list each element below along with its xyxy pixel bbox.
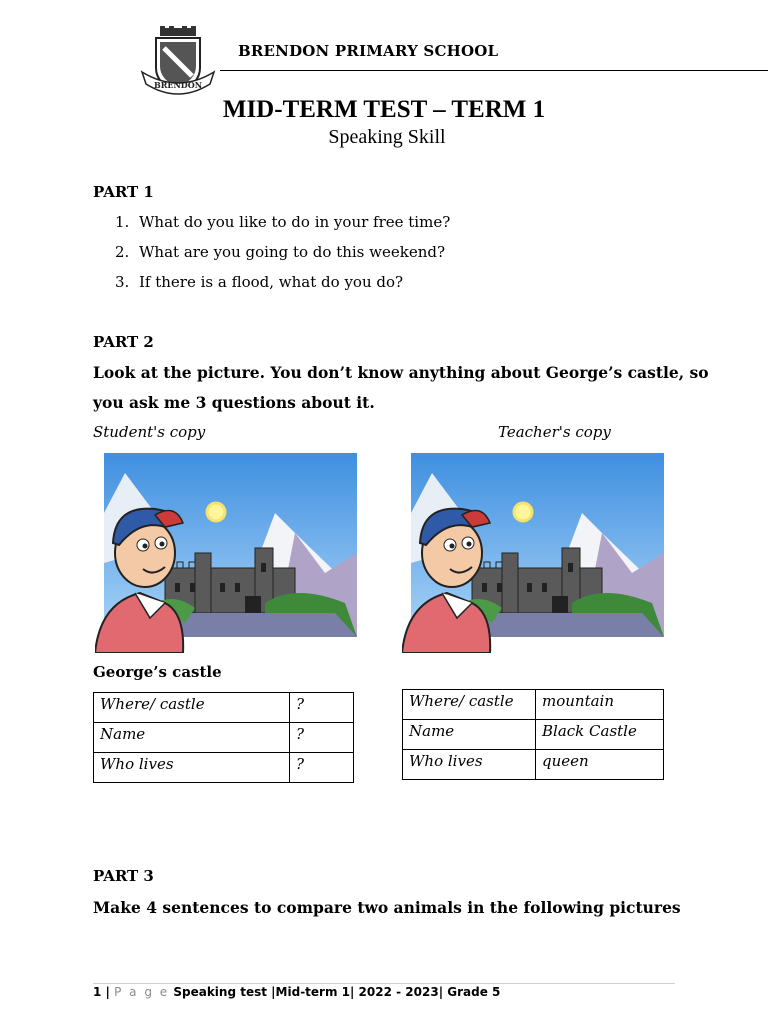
teacher-copy-label: Teacher's copy [498, 423, 611, 441]
teacher-info-table [402, 689, 664, 780]
table-cell: ? [290, 753, 354, 783]
page-word: P a g e [114, 985, 170, 999]
footer-info: Speaking test |Mid-term 1| 2022 - 2023| Grade 5 [173, 985, 501, 999]
school-name: BRENDON PRIMARY SCHOOL [238, 42, 499, 60]
table-cell: Who lives [403, 750, 536, 780]
part2-instruction-line2: you ask me 3 questions about it. [93, 393, 375, 412]
question-item [115, 243, 445, 261]
student-info-table [93, 692, 354, 783]
footer-divider [93, 983, 675, 984]
table-row [403, 750, 664, 780]
question-number: 1. [115, 213, 130, 231]
table-cell: Who lives [94, 753, 290, 783]
student-copy-label: Student's copy [93, 423, 206, 441]
question-text: What are you going to do this weekend? [139, 243, 446, 261]
question-item [115, 273, 403, 291]
table-cell: ? [290, 693, 354, 723]
header-divider [220, 70, 768, 71]
castle-picture-teacher [402, 453, 664, 653]
table-cell: mountain [536, 690, 664, 720]
table-cell: Black Castle [536, 720, 664, 750]
page-footer [93, 985, 500, 999]
table-cell: Where/ castle [94, 693, 290, 723]
logo-text: BRENDON [153, 80, 203, 90]
question-text: What do you like to do in your free time? [139, 213, 451, 231]
castle-caption: George’s castle [93, 663, 222, 681]
part1-heading: PART 1 [93, 183, 154, 201]
table-row [94, 723, 354, 753]
question-text: If there is a flood, what do you do? [139, 273, 404, 291]
footer-separator: | [105, 985, 110, 999]
table-row [94, 693, 354, 723]
question-number: 3. [115, 273, 130, 291]
table-row [403, 720, 664, 750]
table-cell: Name [403, 720, 536, 750]
page-subtitle: Speaking Skill [328, 126, 446, 148]
part2-instruction-line1: Look at the picture. You don’t know anything about George’s castle, so [93, 363, 709, 382]
table-row [94, 753, 354, 783]
castle-picture-student [95, 453, 357, 653]
table-cell: Where/ castle [403, 690, 536, 720]
part2-heading: PART 2 [93, 333, 154, 351]
page-title: MID-TERM TEST – TERM 1 [222, 96, 546, 123]
part3-instruction: Make 4 sentences to compare two animals in the following pictures [93, 898, 681, 917]
table-cell: Name [94, 723, 290, 753]
table-cell: queen [536, 750, 664, 780]
table-row [403, 690, 664, 720]
table-cell: ? [290, 723, 354, 753]
school-crest-logo [138, 26, 218, 100]
question-item [115, 213, 450, 231]
part3-heading: PART 3 [93, 867, 154, 885]
page-number: 1 [93, 985, 102, 999]
question-number: 2. [115, 243, 130, 261]
